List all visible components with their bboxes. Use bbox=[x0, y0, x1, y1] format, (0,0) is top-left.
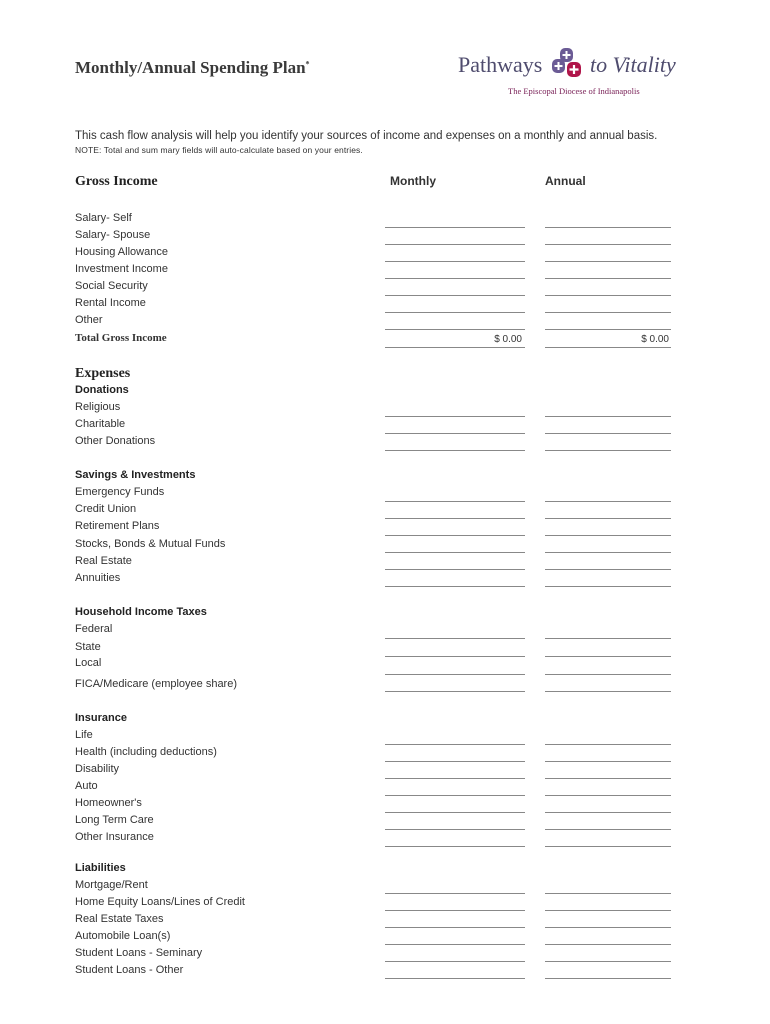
expense-label: Stocks, Bonds & Mutual Funds bbox=[75, 538, 226, 550]
logo-word-vitality: to Vitality bbox=[590, 52, 676, 77]
total-monthly-amount: $ 0.00 bbox=[494, 334, 522, 345]
income-label: Social Security bbox=[75, 280, 148, 292]
annual-input-line[interactable] bbox=[545, 569, 671, 570]
income-label: Investment Income bbox=[75, 263, 168, 275]
annual-input-line[interactable] bbox=[545, 638, 671, 639]
monthly-input-line[interactable] bbox=[385, 893, 525, 894]
monthly-input-line[interactable] bbox=[385, 761, 525, 762]
expense-label: Life bbox=[75, 729, 93, 741]
annual-input-line[interactable] bbox=[545, 501, 671, 502]
income-label: Salary- Self bbox=[75, 212, 132, 224]
annual-input-line[interactable] bbox=[545, 261, 671, 262]
monthly-input-line[interactable] bbox=[385, 656, 525, 657]
income-label: Other bbox=[75, 314, 103, 326]
monthly-input-line[interactable] bbox=[385, 295, 525, 296]
expense-label: Local bbox=[75, 657, 102, 669]
auto-calc-note: NOTE: Total and sum mary fields will auto-calculate based on your entries. bbox=[75, 145, 363, 155]
monthly-input-line[interactable] bbox=[385, 552, 525, 553]
expense-label: Automobile Loan(s) bbox=[75, 930, 171, 942]
expense-label: Emergency Funds bbox=[75, 486, 165, 498]
annual-input-line[interactable] bbox=[545, 278, 671, 279]
monthly-input-line[interactable] bbox=[385, 961, 525, 962]
monthly-input-line[interactable] bbox=[385, 227, 525, 228]
annual-input-line[interactable] bbox=[545, 691, 671, 692]
monthly-input-line[interactable] bbox=[385, 586, 525, 587]
annual-input-line[interactable] bbox=[545, 586, 671, 587]
gross-income-heading: Gross Income bbox=[75, 174, 158, 189]
logo-subtitle: The Episcopal Diocese of Indianapolis bbox=[508, 86, 640, 96]
pathways-logo bbox=[458, 44, 688, 100]
expense-label: Student Loans - Other bbox=[75, 964, 184, 976]
expense-label: Credit Union bbox=[75, 503, 137, 515]
monthly-input-line[interactable] bbox=[385, 829, 525, 830]
expense-label: Annuities bbox=[75, 572, 121, 584]
expense-label: Home Equity Loans/Lines of Credit bbox=[75, 896, 245, 908]
expense-label: Charitable bbox=[75, 418, 126, 430]
annual-input-line[interactable] bbox=[545, 910, 671, 911]
monthly-input-line[interactable] bbox=[385, 846, 525, 847]
monthly-input-line[interactable] bbox=[385, 978, 525, 979]
annual-input-line[interactable] bbox=[545, 846, 671, 847]
monthly-input-line[interactable] bbox=[385, 674, 525, 675]
expense-label: Retirement Plans bbox=[75, 520, 160, 532]
annual-input-line[interactable] bbox=[545, 295, 671, 296]
annual-input-line[interactable] bbox=[545, 778, 671, 779]
donations-section-title: Donations bbox=[75, 384, 129, 396]
annual-input-line[interactable] bbox=[545, 244, 671, 245]
page-title bbox=[75, 58, 310, 78]
monthly-column-header: Monthly bbox=[390, 174, 436, 188]
expense-label: Other Insurance bbox=[75, 831, 154, 843]
annual-input-line[interactable] bbox=[545, 329, 671, 330]
annual-input-line[interactable] bbox=[545, 893, 671, 894]
total-monthly-line bbox=[385, 347, 525, 348]
monthly-input-line[interactable] bbox=[385, 691, 525, 692]
annual-input-line[interactable] bbox=[545, 674, 671, 675]
annual-input-line[interactable] bbox=[545, 761, 671, 762]
monthly-input-line[interactable] bbox=[385, 535, 525, 536]
logo-word-pathways: Pathways bbox=[458, 52, 543, 77]
annual-input-line[interactable] bbox=[545, 416, 671, 417]
annual-input-line[interactable] bbox=[545, 944, 671, 945]
total-gross-income-label: Total Gross Income bbox=[75, 332, 167, 344]
expense-label: Religious bbox=[75, 401, 121, 413]
monthly-input-line[interactable] bbox=[385, 944, 525, 945]
annual-input-line[interactable] bbox=[545, 312, 671, 313]
annual-input-line[interactable] bbox=[545, 927, 671, 928]
annual-input-line[interactable] bbox=[545, 535, 671, 536]
monthly-input-line[interactable] bbox=[385, 795, 525, 796]
monthly-input-line[interactable] bbox=[385, 312, 525, 313]
annual-input-line[interactable] bbox=[545, 518, 671, 519]
monthly-input-line[interactable] bbox=[385, 450, 525, 451]
monthly-input-line[interactable] bbox=[385, 910, 525, 911]
expense-label: Auto bbox=[75, 780, 98, 792]
monthly-input-line[interactable] bbox=[385, 927, 525, 928]
expenses-heading: Expenses bbox=[75, 366, 131, 381]
annual-column-header: Annual bbox=[545, 174, 586, 188]
title-footnote-mark: * bbox=[305, 59, 310, 69]
monthly-input-line[interactable] bbox=[385, 416, 525, 417]
logo-crosses-icon bbox=[552, 46, 586, 82]
annual-input-line[interactable] bbox=[545, 433, 671, 434]
liabilities-section-title: Liabilities bbox=[75, 862, 126, 874]
annual-input-line[interactable] bbox=[545, 812, 671, 813]
expense-label: Other Donations bbox=[75, 435, 156, 447]
monthly-input-line[interactable] bbox=[385, 638, 525, 639]
monthly-input-line[interactable] bbox=[385, 329, 525, 330]
monthly-input-line[interactable] bbox=[385, 518, 525, 519]
income-label: Salary- Spouse bbox=[75, 229, 151, 241]
page-title-text: Monthly/Annual Spending Plan bbox=[75, 58, 306, 77]
expense-label: Health (including deductions) bbox=[75, 746, 217, 758]
annual-input-line[interactable] bbox=[545, 978, 671, 979]
monthly-input-line[interactable] bbox=[385, 778, 525, 779]
income-label: Rental Income bbox=[75, 297, 146, 309]
annual-input-line[interactable] bbox=[545, 552, 671, 553]
annual-input-line[interactable] bbox=[545, 656, 671, 657]
expense-label: Mortgage/Rent bbox=[75, 879, 148, 891]
total-annual-line bbox=[545, 347, 671, 348]
intro-text: This cash flow analysis will help you identify your sources of income and expenses on a monthly and annual basis. bbox=[75, 130, 658, 142]
expense-label: Federal bbox=[75, 623, 113, 635]
monthly-input-line[interactable] bbox=[385, 278, 525, 279]
expense-label: Real Estate bbox=[75, 555, 132, 567]
expense-label: FICA/Medicare (employee share) bbox=[75, 678, 238, 690]
taxes-section-title: Household Income Taxes bbox=[75, 606, 207, 618]
monthly-input-line[interactable] bbox=[385, 569, 525, 570]
monthly-input-line[interactable] bbox=[385, 244, 525, 245]
monthly-input-line[interactable] bbox=[385, 744, 525, 745]
annual-input-line[interactable] bbox=[545, 829, 671, 830]
monthly-input-line[interactable] bbox=[385, 433, 525, 434]
annual-input-line[interactable] bbox=[545, 744, 671, 745]
expense-label: State bbox=[75, 641, 101, 653]
annual-input-line[interactable] bbox=[545, 795, 671, 796]
expense-label: Real Estate Taxes bbox=[75, 913, 164, 925]
total-annual-amount: $ 0.00 bbox=[641, 334, 669, 345]
insurance-section-title: Insurance bbox=[75, 712, 127, 724]
savings-section-title: Savings & Investments bbox=[75, 469, 196, 481]
expense-label: Long Term Care bbox=[75, 814, 154, 826]
annual-input-line[interactable] bbox=[545, 227, 671, 228]
expense-label: Student Loans - Seminary bbox=[75, 947, 203, 959]
income-label: Housing Allowance bbox=[75, 246, 168, 258]
annual-input-line[interactable] bbox=[545, 450, 671, 451]
expense-label: Disability bbox=[75, 763, 120, 775]
monthly-input-line[interactable] bbox=[385, 261, 525, 262]
annual-input-line[interactable] bbox=[545, 961, 671, 962]
monthly-input-line[interactable] bbox=[385, 812, 525, 813]
monthly-input-line[interactable] bbox=[385, 501, 525, 502]
expense-label: Homeowner's bbox=[75, 797, 142, 809]
